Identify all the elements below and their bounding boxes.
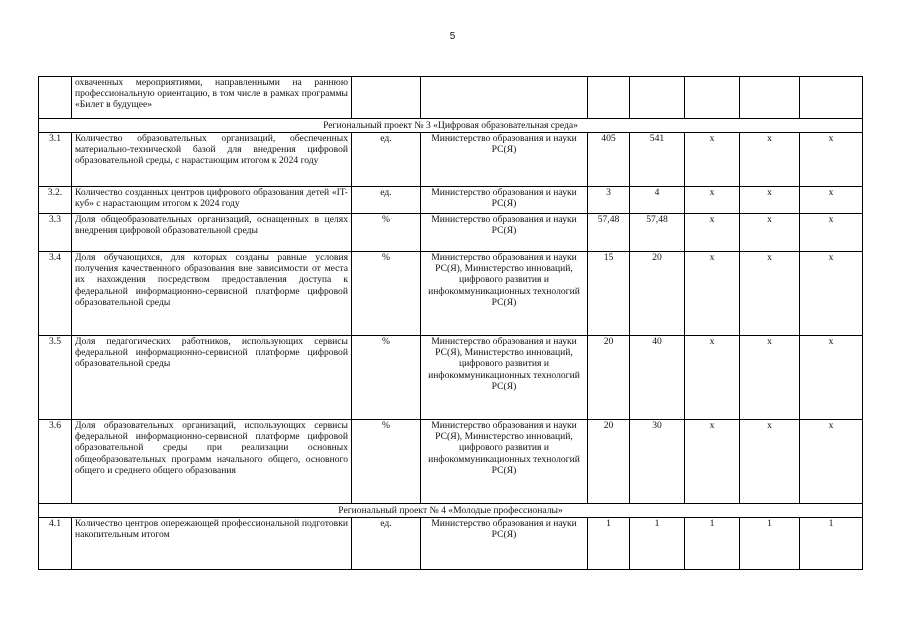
- row-value-3: х: [685, 336, 740, 420]
- row-unit: ед.: [352, 518, 421, 570]
- table-row: [39, 420, 863, 504]
- row-responsible: Министерство образования и науки РС(Я), Министерство инноваций, цифрового развития и инфокоммуникационных технологий РС(Я): [421, 252, 588, 336]
- section-header-row: [39, 504, 863, 518]
- row-value-5: х: [800, 214, 863, 252]
- row-value-1: 20: [588, 336, 630, 420]
- row-unit: %: [352, 214, 421, 252]
- row-value-2: 4: [630, 187, 685, 214]
- row-value-2: 20: [630, 252, 685, 336]
- row-number: 3.2.: [39, 187, 72, 214]
- row-value-5: х: [800, 187, 863, 214]
- row-unit: %: [352, 420, 421, 504]
- row-value-5: 1: [800, 518, 863, 570]
- table-row: [39, 133, 863, 187]
- section-header-row: [39, 119, 863, 133]
- row-value-5: [800, 77, 863, 119]
- row-responsible: Министерство образования и науки РС(Я): [421, 518, 588, 570]
- row-responsible: Министерство образования и науки РС(Я): [421, 133, 588, 187]
- section-title: Региональный проект № 3 «Цифровая образовательная среда»: [39, 119, 863, 133]
- table-row: [39, 336, 863, 420]
- row-value-4: [740, 77, 800, 119]
- row-value-4: х: [740, 187, 800, 214]
- row-value-3: х: [685, 133, 740, 187]
- table-row: [39, 214, 863, 252]
- row-responsible: [421, 77, 588, 119]
- row-number: 3.1: [39, 133, 72, 187]
- row-description: Количество образовательных организаций, обеспеченных материально-технической базой для внедрения цифровой образовательной среды, с нарастающим итогом к 2024 году: [72, 133, 352, 187]
- row-description: Доля общеобразовательных организаций, оснащенных в целях внедрения цифровой образовательной среды: [72, 214, 352, 252]
- page-number: 5: [449, 31, 456, 42]
- row-value-1: 57,48: [588, 214, 630, 252]
- row-number: 3.4: [39, 252, 72, 336]
- row-value-5: х: [800, 336, 863, 420]
- row-value-2: 57,48: [630, 214, 685, 252]
- row-number: 3.6: [39, 420, 72, 504]
- row-unit: ед.: [352, 187, 421, 214]
- row-responsible: Министерство образования и науки РС(Я): [421, 214, 588, 252]
- row-value-2: 541: [630, 133, 685, 187]
- row-value-5: х: [800, 420, 863, 504]
- indicators-table: [38, 76, 863, 570]
- row-description: Доля педагогических работников, использующих сервисы федеральной информационно-сервисной платформе цифровой образовательной среды: [72, 336, 352, 420]
- row-responsible: Министерство образования и науки РС(Я): [421, 187, 588, 214]
- row-description: охваченных мероприятиями, направленными на раннюю профессиональную ориентацию, в том числе в рамках программы «Билет в будущее»: [72, 77, 352, 119]
- row-responsible: Министерство образования и науки РС(Я), Министерство инноваций, цифрового развития и инфокоммуникационных технологий РС(Я): [421, 336, 588, 420]
- row-value-5: х: [800, 252, 863, 336]
- row-value-3: х: [685, 187, 740, 214]
- row-value-3: 1: [685, 518, 740, 570]
- row-value-2: 30: [630, 420, 685, 504]
- row-responsible: Министерство образования и науки РС(Я), Министерство инноваций, цифрового развития и инфокоммуникационных технологий РС(Я): [421, 420, 588, 504]
- row-value-1: 1: [588, 518, 630, 570]
- row-value-4: х: [740, 420, 800, 504]
- row-description: Доля образовательных организаций, использующих сервисы федеральной информационно-сервисной платформе цифровой образовательной среды при реализации основных общеобразовательных программ начального общего, основного общего и среднего общего образования: [72, 420, 352, 504]
- row-description: Количество созданных центров цифрового образования детей «IT-куб» с нарастающим итогом к 2024 году: [72, 187, 352, 214]
- table-row-continuation: [39, 77, 863, 119]
- row-value-1: 405: [588, 133, 630, 187]
- row-value-4: х: [740, 133, 800, 187]
- table-row: [39, 518, 863, 570]
- row-value-1: [588, 77, 630, 119]
- section-title: Региональный проект № 4 «Молодые профессионалы»: [39, 504, 863, 518]
- row-number: 3.5: [39, 336, 72, 420]
- row-value-2: [630, 77, 685, 119]
- row-value-2: 40: [630, 336, 685, 420]
- row-value-4: 1: [740, 518, 800, 570]
- row-value-1: 3: [588, 187, 630, 214]
- row-value-4: х: [740, 336, 800, 420]
- row-value-4: х: [740, 252, 800, 336]
- row-number: 4.1: [39, 518, 72, 570]
- row-unit: %: [352, 252, 421, 336]
- row-unit: %: [352, 336, 421, 420]
- row-unit: ед.: [352, 133, 421, 187]
- row-description: Количество центров опережающей профессиональной подготовки накопительным итогом: [72, 518, 352, 570]
- row-number-cell: [39, 77, 72, 119]
- row-number: 3.3: [39, 214, 72, 252]
- row-value-2: 1: [630, 518, 685, 570]
- row-value-4: х: [740, 214, 800, 252]
- table-row: [39, 252, 863, 336]
- row-description: Доля обучающихся, для которых созданы равные условия получения качественного образования вне зависимости от места их нахождения посредством предоставления доступа к федеральной информационно-сервисной платформе цифровой образовательной среды: [72, 252, 352, 336]
- row-value-5: х: [800, 133, 863, 187]
- table-row: [39, 187, 863, 214]
- row-unit: [352, 77, 421, 119]
- row-value-3: х: [685, 214, 740, 252]
- row-value-1: 20: [588, 420, 630, 504]
- row-value-3: х: [685, 252, 740, 336]
- table-body: [39, 77, 863, 570]
- row-value-3: х: [685, 420, 740, 504]
- row-value-3: [685, 77, 740, 119]
- row-value-1: 15: [588, 252, 630, 336]
